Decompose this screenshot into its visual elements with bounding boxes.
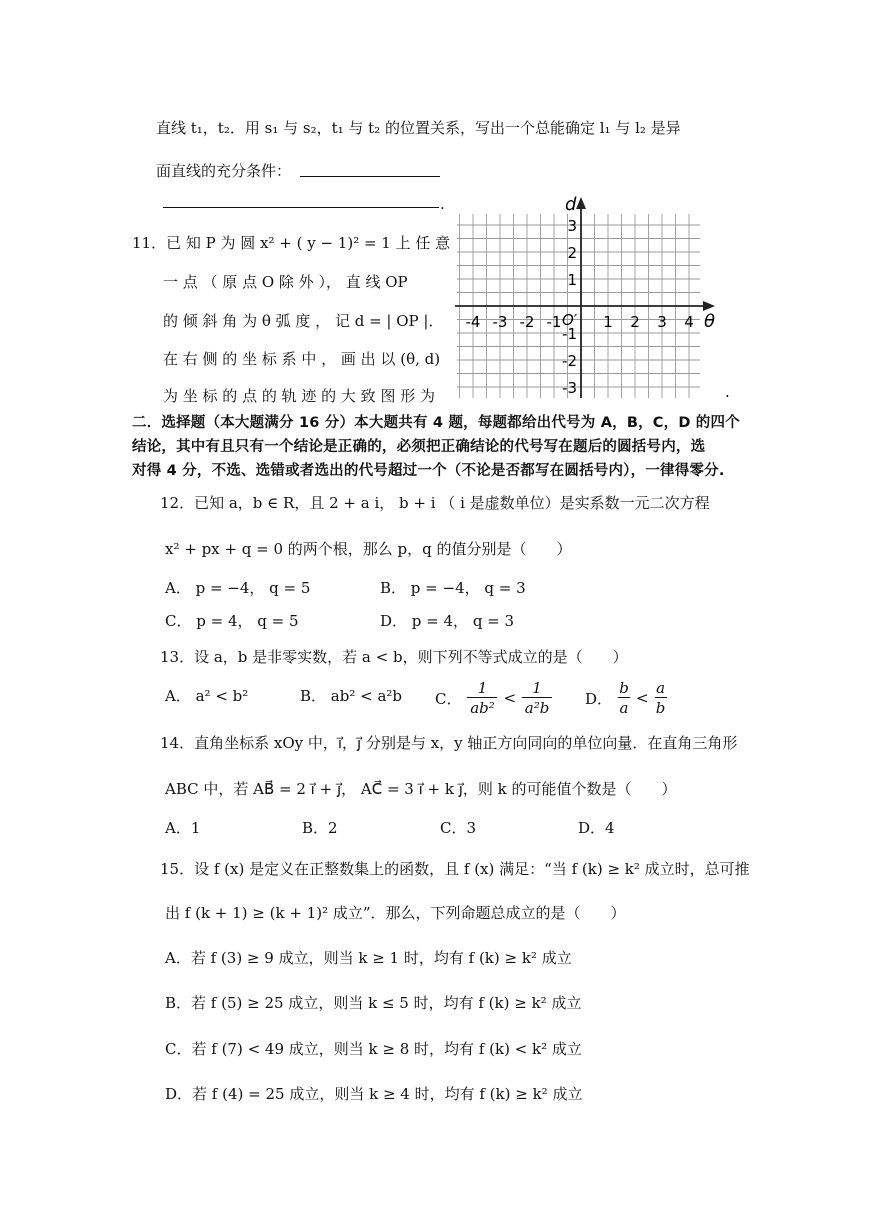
y-tick-label: -1 — [562, 325, 577, 343]
q15-option-c[interactable]: C．若 f (7) < 49 成立，则当 k ≥ 8 时，均有 f (k) < k² 成立 — [165, 1040, 582, 1058]
q12-option-d[interactable]: D． p = 4， q = 3 — [380, 612, 515, 630]
origin-label: O′ — [562, 311, 578, 329]
q10-line1: 直线 t₁，t₂．用 s₁ 与 s₂，t₁ 与 t₂ 的位置关系，写出一个总能确定 l₁ 与 l₂ 是异 — [156, 119, 681, 137]
q15-stem1: 15．设 f (x) 是定义在正整数集上的函数，且 f (x) 满足：“当 f (k) ≥ k² 成立时，总可推 — [160, 860, 750, 878]
q10-line3-end: . — [440, 195, 445, 213]
numerator: 1 — [477, 678, 488, 697]
fraction — [467, 679, 497, 718]
q13-option-d-label: D． — [585, 689, 613, 708]
y-tick-label: -2 — [562, 352, 577, 370]
q11-line4: 在 右 侧 的 坐 标 系 中 ， 画 出 以 (θ, d) — [163, 350, 441, 368]
q12-stem2: x² + px + q = 0 的两个根，那么 p，q 的值分别是（ ） — [165, 540, 572, 558]
numerator: 1 — [532, 678, 542, 697]
q12-option-a[interactable]: A． p = −4， q = 5 — [165, 579, 311, 597]
q13-option-a[interactable]: A． a² < b² — [165, 687, 249, 705]
q14-option-b[interactable]: B．2 — [302, 819, 338, 837]
q10-line2: 面直线的充分条件： — [156, 162, 292, 180]
q14-option-c[interactable]: C．3 — [440, 819, 477, 837]
axes — [455, 197, 715, 398]
q10-answer-blank-1[interactable] — [300, 176, 440, 177]
x-axis-label: θ — [704, 311, 716, 332]
q15-option-b[interactable]: B．若 f (5) ≥ 25 成立，则当 k ≤ 5 时，均有 f (k) ≥ k² 成立 — [165, 994, 582, 1012]
q13-option-c[interactable] — [435, 676, 552, 720]
y-axis-label: d — [565, 194, 577, 215]
q12-option-b[interactable]: B． p = −4， q = 3 — [380, 579, 526, 597]
x-tick-label: 3 — [657, 313, 667, 331]
q12-stem1: 12．已知 a，b ∈ R，且 2 + a i， b + i （ i 是虚数单位）是实系数一元二次方程 — [160, 494, 710, 512]
less-than: < — [503, 689, 517, 707]
denominator: ab² — [470, 698, 495, 717]
denominator: b — [655, 698, 666, 717]
q14-stem2: ABC 中，若 AB⃗ = 2 i⃗ + j⃗， AC⃗ = 3 i⃗ + k j⃗，则 k 的可能值个数是（ ） — [165, 780, 677, 798]
y-tick-label: 2 — [567, 244, 577, 262]
x-tick-label: -2 — [519, 313, 535, 331]
q13-option-c-label: C． — [435, 689, 462, 708]
denominator: a²b — [524, 698, 550, 717]
q15-option-a[interactable]: A．若 f (3) ≥ 9 成立，则当 k ≥ 1 时，均有 f (k) ≥ k² 成立 — [165, 949, 572, 967]
y-tick-labels — [562, 217, 577, 397]
q13-option-b[interactable]: B． ab² < a²b — [300, 687, 403, 705]
q11-line2: 一 点 （ 原 点 O 除 外 ）， 直 线 OP — [163, 273, 408, 291]
section2-line1: 二．选择题（本大题满分 16 分）本大题共有 4 题，每题都给出代号为 A，B，C，D 的四个 — [132, 415, 740, 431]
q14-option-d[interactable]: D．4 — [578, 819, 615, 837]
x-tick-label: 1 — [603, 313, 613, 331]
fraction — [522, 679, 552, 718]
graph-end-mark: . — [725, 383, 730, 401]
numerator: b — [619, 678, 629, 697]
x-tick-label: -3 — [492, 313, 508, 331]
q14-option-a[interactable]: A．1 — [165, 819, 201, 837]
numerator: a — [656, 678, 666, 697]
x-tick-labels — [466, 313, 694, 331]
x-tick-label: 4 — [684, 313, 694, 331]
y-axis-arrow — [576, 197, 586, 209]
q11-line5: 为 坐 标 的 点 的 轨 迹 的 大 致 图 形 为 — [163, 387, 435, 405]
less-than: < — [636, 689, 649, 707]
q15-option-d[interactable]: D．若 f (4) = 25 成立，则当 k ≥ 4 时，均有 f (k) ≥ k² 成立 — [165, 1085, 583, 1103]
x-tick-label: -1 — [546, 313, 562, 331]
x-axis-arrow — [703, 301, 715, 311]
denominator: a — [619, 698, 629, 717]
y-tick-label: 1 — [567, 271, 577, 289]
q13-option-d[interactable] — [585, 676, 667, 720]
x-tick-label: -4 — [465, 313, 481, 331]
fraction — [655, 679, 667, 718]
section2-line3: 对得 4 分，不选、选错或者选出的代号超过一个（不论是否都写在圆括号内），一律得零分. — [132, 463, 725, 479]
q10-answer-blank-2[interactable] — [163, 207, 439, 208]
q15-stem2: 出 f (k + 1) ≥ (k + 1)² 成立”．那么，下列命题总成立的是（ ） — [165, 904, 626, 922]
q11-line1: 11．已 知 P 为 圆 x² + ( y − 1)² = 1 上 任 意 — [132, 234, 451, 252]
y-tick-label: 3 — [567, 217, 577, 235]
q11-line3: 的 倾 斜 角 为 θ 弧 度 ， 记 d = | OP |． — [163, 312, 444, 330]
q11-coordinate-grid[interactable] — [455, 192, 735, 402]
section2-line2: 结论，其中有且只有一个结论是正确的，必须把正确结论的代号写在题后的圆括号内，选 — [132, 439, 706, 455]
y-tick-label: -3 — [562, 379, 577, 397]
x-tick-label: 2 — [630, 313, 640, 331]
q12-option-c[interactable]: C． p = 4， q = 5 — [165, 612, 299, 630]
q14-stem1: 14．直角坐标系 xOy 中，i⃗，j⃗ 分别是与 x，y 轴正方向同向的单位向量．在直角三角形 — [160, 734, 738, 752]
q13-stem: 13．设 a，b 是非零实数，若 a < b，则下列不等式成立的是（ ） — [160, 648, 628, 666]
fraction — [618, 679, 630, 718]
